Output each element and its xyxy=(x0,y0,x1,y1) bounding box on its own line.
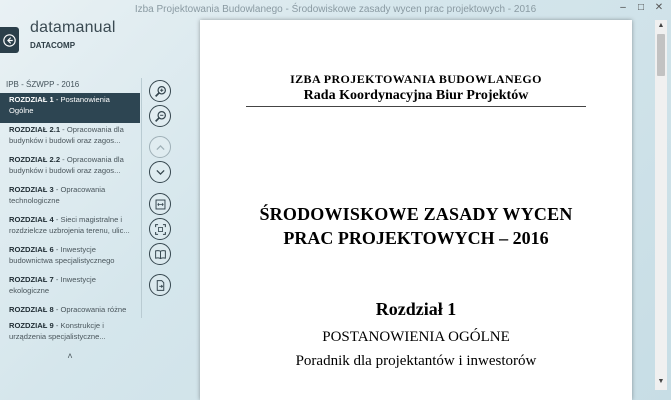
title-bar xyxy=(0,0,671,18)
zoom-in-button[interactable] xyxy=(149,80,171,102)
fit-width-button[interactable] xyxy=(149,193,171,215)
sidebar-item-chapter-7[interactable]: ROZDZIAŁ 7 - Inwestycje ekologiczne xyxy=(9,275,96,295)
sidebar-item-chapter-2-2[interactable]: ROZDZIAŁ 2.2 - Opracowania dla budynków i budowli oraz zagos... xyxy=(9,155,124,175)
document-scrollbar[interactable] xyxy=(655,20,667,390)
sidebar-item-chapter-4[interactable]: ROZDZIAŁ 4 - Sieci magistralne i rozdzielcze uzbrojenia terenu, ulic... xyxy=(9,215,130,235)
window-controls xyxy=(615,1,667,15)
zoom-out-icon xyxy=(154,110,167,123)
window-title: Izba Projektowania Budowlanego - Środowiskowe zasady wycen prac projektowych - 2016 xyxy=(134,3,537,15)
minimize-button[interactable]: – xyxy=(620,2,626,13)
sidebar-divider xyxy=(141,78,142,318)
arrow-left-icon xyxy=(3,34,16,47)
sidebar-item-chapter-9[interactable]: ROZDZIAŁ 9 - Konstrukcje i urządzenia specjalistyczne... xyxy=(9,321,106,341)
fit-page-button[interactable] xyxy=(149,218,171,240)
book-view-button[interactable] xyxy=(149,243,171,265)
book-icon xyxy=(154,248,167,261)
sidebar-item-chapter-2-1[interactable]: ROZDZIAŁ 2.1 - Opracowania dla budynków i budowli oraz zagos... xyxy=(9,125,124,145)
fit-width-icon xyxy=(154,198,167,211)
document-page xyxy=(200,20,632,400)
chapter-description: Poradnik dla projektantów i inwestorów xyxy=(295,353,537,369)
chapter-subtitle: POSTANOWIENIA OGÓLNE xyxy=(322,329,510,345)
scroll-up-arrow[interactable]: ▲ xyxy=(657,22,665,29)
next-page-button[interactable] xyxy=(149,161,171,183)
brand-subtitle: DATACOMP xyxy=(30,41,76,50)
chevron-down-icon xyxy=(154,166,167,179)
scroll-down-arrow[interactable]: ▼ xyxy=(657,378,665,385)
zoom-in-icon xyxy=(154,85,167,98)
document-title-line-2: PRAC PROJEKTOWYCH – 2016 xyxy=(283,228,549,248)
sidebar-item-chapter-1[interactable]: ROZDZIAŁ 1 - Postanowienia Ogólne xyxy=(0,93,140,123)
document-title-line-1: ŚRODOWISKOWE ZASADY WYCEN xyxy=(259,204,573,224)
brand xyxy=(30,19,116,50)
export-button[interactable] xyxy=(149,274,171,296)
header-rule xyxy=(246,106,586,107)
sidebar-item-chapter-8[interactable]: ROZDZIAŁ 8 - Opracowania różne xyxy=(9,305,127,314)
zoom-out-button[interactable] xyxy=(149,105,171,127)
sidebar-item-chapter-6[interactable]: ROZDZIAŁ 6 - Inwestycje budownictwa specjalistycznego xyxy=(9,245,115,265)
sidebar-header: IPB - ŚZWPP - 2016 xyxy=(6,80,80,89)
organization-council: Rada Koordynacyjna Biur Projektów xyxy=(303,88,529,103)
chapter-sidebar xyxy=(0,77,140,361)
sidebar-item-chapter-3[interactable]: ROZDZIAŁ 3 - Opracowania technologiczne xyxy=(9,185,106,205)
restore-button[interactable]: □ xyxy=(637,2,645,13)
organization-name: IZBA PROJEKTOWANIA BUDOWLANEGO xyxy=(290,72,542,86)
brand-name: datamanual xyxy=(30,19,116,36)
close-button[interactable]: ✕ xyxy=(654,2,664,13)
export-icon xyxy=(154,279,167,292)
sidebar-scroll-up-button[interactable]: ˄ xyxy=(67,351,73,361)
scroll-thumb[interactable] xyxy=(657,34,665,76)
chapter-title: Rozdział 1 xyxy=(375,299,457,319)
fit-page-icon xyxy=(154,223,167,236)
chevron-up-icon xyxy=(154,141,167,154)
previous-page-button[interactable] xyxy=(149,136,171,158)
back-button[interactable] xyxy=(0,27,19,53)
